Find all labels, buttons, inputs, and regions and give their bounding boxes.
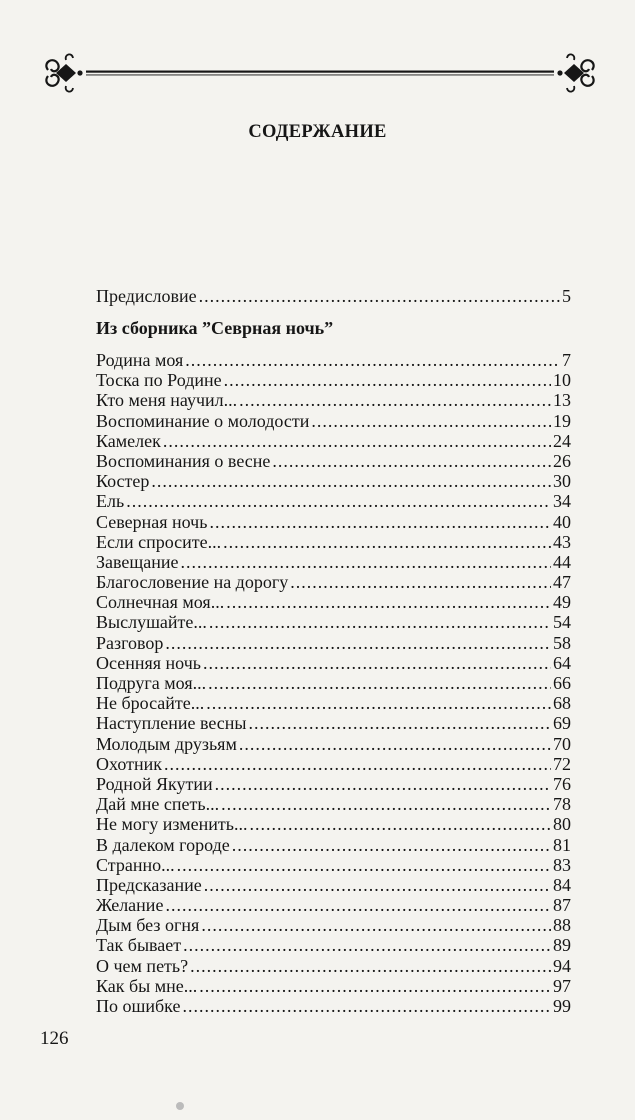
toc-entry-label: Не могу изменить...: [96, 814, 248, 835]
toc-entry-label: Ель: [96, 491, 125, 512]
dot-leader: [151, 471, 551, 491]
toc-entry: [96, 572, 571, 592]
toc-entry-label: Дай мне спеть...: [96, 794, 220, 815]
toc-entry: [96, 794, 571, 814]
dot-leader: [206, 693, 551, 713]
dot-leader: [163, 431, 551, 451]
toc-entry-label: Воспоминания о весне: [96, 450, 271, 471]
toc-entry: [96, 935, 571, 955]
toc-entry-page: 87: [553, 895, 571, 916]
toc-entry-label: Охотник: [96, 753, 162, 774]
toc-entry-page: 97: [553, 975, 571, 996]
toc-entry: [96, 491, 571, 511]
toc-entry: [96, 774, 571, 794]
toc-entry-label: Костер: [96, 471, 150, 492]
dot-leader: [290, 572, 551, 592]
toc-entry-page: 70: [553, 733, 571, 754]
toc-entry: [96, 713, 571, 733]
toc-entry-page: 64: [553, 652, 571, 673]
dot-leader: [164, 754, 551, 774]
toc-entry: [96, 956, 571, 976]
dot-leader: [204, 875, 551, 895]
dot-leader: [183, 935, 551, 955]
dot-leader: [201, 915, 551, 935]
toc-entry-page: 76: [553, 773, 571, 794]
dot-leader: [203, 653, 551, 673]
dot-leader: [232, 835, 551, 855]
toc-entry: [96, 976, 571, 996]
toc-entry-label: Если спросите...: [96, 531, 222, 552]
dot-leader: [165, 633, 551, 653]
toc-entry: [96, 895, 571, 915]
toc-entry: [96, 734, 571, 754]
dot-leader: [223, 532, 551, 552]
toc-entry-label: В далеком городе: [96, 834, 230, 855]
dot-leader: [199, 286, 560, 306]
toc-entry-page: 34: [553, 491, 571, 512]
toc-entry-page: 26: [553, 450, 571, 471]
dot-leader: [209, 512, 551, 532]
toc-entry-label: Желание: [96, 895, 164, 916]
toc-entry-label: Осенняя ночь: [96, 652, 201, 673]
toc-entry-label: Солнечная моя...: [96, 592, 225, 613]
toc-entry-label: Родина моя: [96, 350, 184, 370]
toc-entry-page: 44: [553, 551, 571, 572]
toc-entry-label: Завещание: [96, 551, 179, 572]
toc-entry: [96, 431, 571, 451]
dot-leader: [209, 612, 551, 632]
toc-entry: [96, 370, 571, 390]
toc-entry-page: 19: [553, 410, 571, 431]
toc-entry-label: Родной Якутии: [96, 773, 213, 794]
toc-entry: [96, 996, 571, 1016]
toc-entry-page: 94: [553, 955, 571, 976]
toc-entry-label: Благословение на дорогу: [96, 572, 289, 593]
dot-leader: [199, 976, 551, 996]
toc-entry-label: Так бывает: [96, 935, 182, 956]
toc-entry-label: Не бросайте...: [96, 693, 205, 714]
toc-entry-page: 13: [553, 390, 571, 411]
dot-leader: [311, 411, 551, 431]
toc-entry-preface: [96, 286, 571, 306]
dot-leader: [224, 370, 551, 390]
header-ornament: [40, 50, 600, 94]
toc-entry: [96, 915, 571, 935]
toc-entry-label: Камелек: [96, 430, 161, 451]
toc-entry-page: 80: [553, 814, 571, 835]
toc-entry-page: 72: [553, 753, 571, 774]
toc-entry: [96, 693, 571, 713]
dot-leader: [190, 956, 551, 976]
toc-entry-label: По ошибке: [96, 996, 181, 1016]
toc-entry: [96, 451, 571, 471]
toc-entry: [96, 612, 571, 632]
toc-entry: [96, 814, 571, 834]
toc-entry-label: Наступление весны: [96, 713, 247, 734]
dot-leader: [177, 855, 551, 875]
section-heading: Из сборника ”Севрная ночь”: [96, 318, 334, 338]
toc-entry: [96, 552, 571, 572]
toc-entry: [96, 471, 571, 491]
toc-entry: [96, 855, 571, 875]
toc-entry: [96, 350, 571, 370]
dot-leader: [185, 350, 560, 370]
dot-leader: [221, 794, 551, 814]
page-number: 126: [40, 1028, 69, 1049]
toc-entry-page: 66: [553, 673, 571, 693]
dot-leader: [208, 673, 551, 693]
toc-entry: [96, 512, 571, 532]
toc-entry-page: 99: [553, 996, 571, 1016]
toc-entry-label: Северная ночь: [96, 511, 208, 532]
toc-entry: [96, 532, 571, 552]
page-title: СОДЕРЖАНИЕ: [248, 122, 387, 142]
toc-entry: [96, 390, 571, 410]
toc-entry: [96, 673, 571, 693]
toc-entry: [96, 633, 571, 653]
toc-entry: [96, 592, 571, 612]
toc-entry-label: Предсказание: [96, 874, 202, 895]
toc-entry-page: 24: [553, 430, 571, 451]
toc-entry-page: 69: [553, 713, 571, 734]
dot-leader: [215, 774, 551, 794]
toc-entry-page: 43: [553, 531, 571, 552]
toc-entry-page: 58: [553, 632, 571, 653]
toc-entry-label: Разговор: [96, 632, 164, 653]
toc-entry-label: Дым без огня: [96, 915, 200, 936]
toc-entry: [96, 411, 571, 431]
toc-entry-label: Подруга моя...: [96, 673, 207, 693]
dot-leader: [181, 552, 552, 572]
toc-entry-page: 83: [553, 854, 571, 875]
toc-entry-page: 78: [553, 794, 571, 815]
toc-entry-page: 54: [553, 612, 571, 633]
toc-entry-label: Молодым друзьям: [96, 733, 237, 754]
dot-leader: [249, 814, 551, 834]
toc-entry-page: 7: [562, 350, 571, 370]
toc-entry-label: Тоска по Родине: [96, 370, 222, 391]
toc-entry-page: 30: [553, 471, 571, 492]
dot-leader: [272, 451, 551, 471]
dot-leader: [226, 592, 551, 612]
scan-speck: [176, 1102, 184, 1110]
toc-entry-page: 5: [562, 286, 571, 306]
dot-leader: [249, 713, 551, 733]
toc-entry-page: 68: [553, 693, 571, 714]
toc-entry-page: 40: [553, 511, 571, 532]
toc-entry: [96, 835, 571, 855]
toc-entry-label: Предисловие: [96, 286, 197, 306]
dot-leader: [165, 895, 551, 915]
dot-leader: [126, 491, 551, 511]
toc-entry-page: 49: [553, 592, 571, 613]
toc-entry-label: Странно...: [96, 854, 175, 875]
toc-entry-page: 81: [553, 834, 571, 855]
toc-list: [96, 350, 571, 1016]
toc-entry-label: Воспоминание о молодости: [96, 410, 310, 431]
toc-entry-label: О чем петь?: [96, 955, 189, 976]
dot-leader: [182, 996, 551, 1016]
toc-entry: [96, 754, 571, 774]
toc-entry-page: 88: [553, 915, 571, 936]
toc-entry: [96, 875, 571, 895]
toc-entry-label: Выслушайте...: [96, 612, 207, 633]
toc-entry: [96, 653, 571, 673]
toc-entry-page: 89: [553, 935, 571, 956]
toc-entry-label: Как бы мне...: [96, 975, 198, 996]
toc-entry-label: Кто меня научил...: [96, 390, 238, 411]
dot-leader: [239, 734, 551, 754]
dot-leader: [239, 390, 551, 410]
toc-entry-page: 84: [553, 874, 571, 895]
toc-entry-page: 10: [553, 370, 571, 391]
toc-entry-page: 47: [553, 572, 571, 593]
